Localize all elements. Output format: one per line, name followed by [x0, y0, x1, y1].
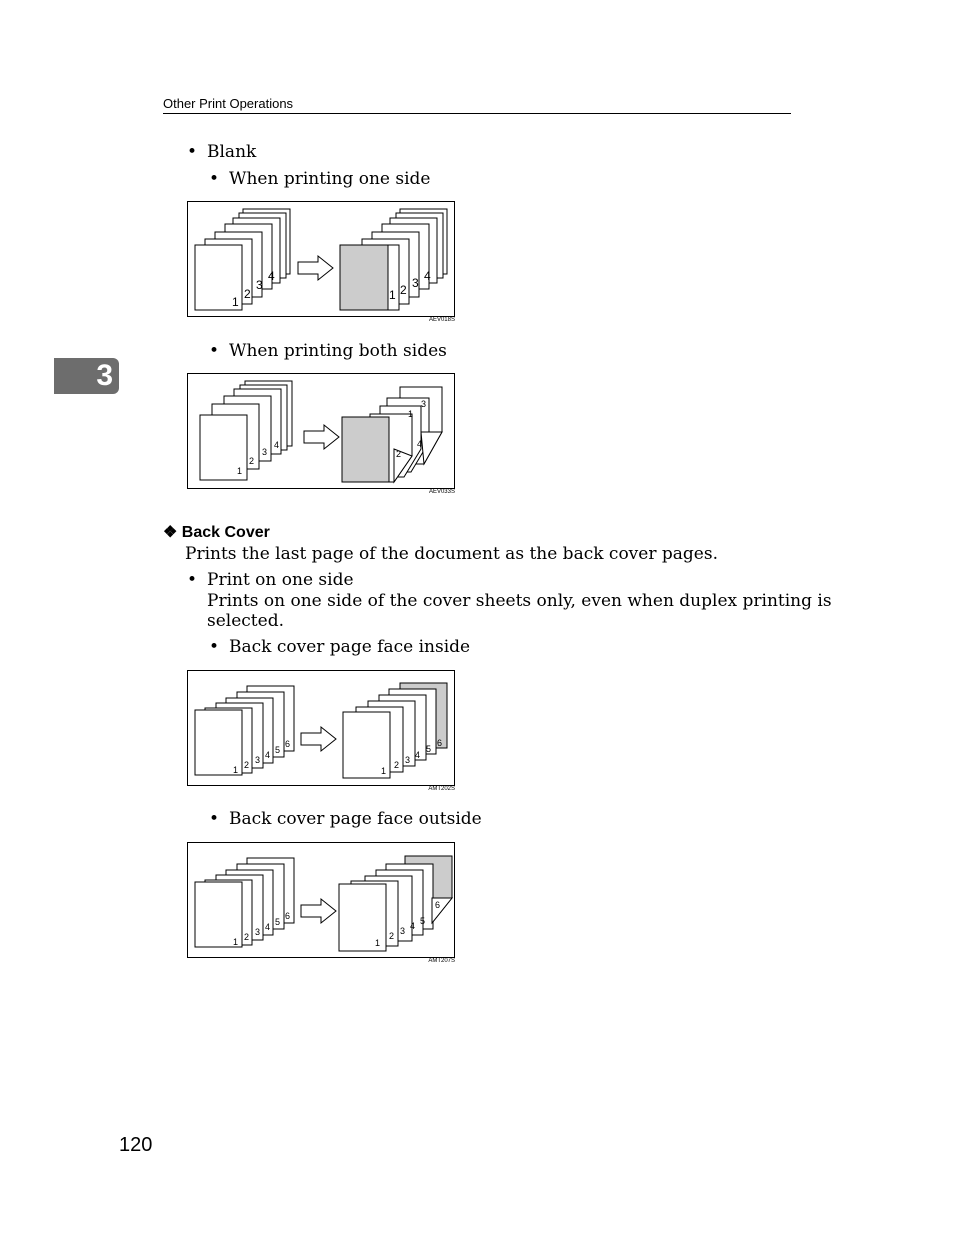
svg-text:3: 3: [255, 927, 261, 937]
svg-text:1: 1: [233, 937, 239, 947]
svg-text:2: 2: [249, 456, 255, 466]
svg-text:2: 2: [244, 760, 250, 770]
page-number: 120: [119, 1134, 153, 1156]
figure-code: AMT207S: [428, 958, 455, 964]
figure-face-outside: [187, 842, 455, 958]
svg-text:2: 2: [394, 760, 400, 770]
figure-code: AMT202S: [428, 786, 455, 792]
svg-text:1: 1: [233, 765, 239, 775]
blank-label: Blank: [207, 142, 257, 162]
svg-text:5: 5: [420, 916, 426, 926]
diamond-bullet-icon: ❖: [163, 524, 182, 541]
face-inside-label: Back cover page face inside: [229, 637, 471, 657]
svg-text:5: 5: [275, 745, 281, 755]
svg-text:6: 6: [285, 911, 291, 921]
one-side-label: When printing one side: [229, 169, 431, 189]
svg-text:4: 4: [417, 439, 423, 449]
figure-face-inside: [187, 670, 455, 786]
print-one-side-description: Prints on one side of the cover sheets only, even when duplex printing is: [207, 591, 832, 611]
svg-text:6: 6: [435, 900, 441, 910]
bullet-dot: •: [187, 142, 198, 162]
section-heading: [163, 523, 270, 543]
figure-blank-one-side: [187, 201, 455, 317]
back-cover-description: Prints the last page of the document as the back cover pages.: [185, 544, 718, 564]
svg-text:1: 1: [232, 295, 239, 309]
figure-face-outside-drawing: [188, 843, 456, 959]
svg-text:4: 4: [265, 750, 271, 760]
svg-text:4: 4: [415, 750, 421, 760]
svg-text:1: 1: [408, 409, 414, 419]
svg-text:5: 5: [426, 744, 432, 754]
svg-text:4: 4: [410, 921, 416, 931]
svg-text:6: 6: [285, 739, 291, 749]
svg-text:2: 2: [244, 287, 251, 301]
both-sides-label: When printing both sides: [229, 341, 447, 361]
figure-face-inside-drawing: [188, 671, 456, 787]
svg-text:4: 4: [265, 922, 271, 932]
svg-text:1: 1: [381, 766, 387, 776]
svg-text:4: 4: [424, 269, 431, 283]
svg-text:2: 2: [400, 283, 407, 297]
svg-text:4: 4: [268, 269, 275, 283]
svg-text:3: 3: [421, 399, 427, 409]
print-one-side-label: Print on one side: [207, 570, 354, 590]
svg-text:3: 3: [262, 447, 268, 457]
bullet-dot: •: [209, 809, 220, 829]
bullet-dot: •: [209, 637, 220, 657]
figure-blank-both-sides: [187, 373, 455, 489]
svg-text:3: 3: [405, 755, 411, 765]
svg-text:2: 2: [244, 932, 250, 942]
svg-text:1: 1: [389, 288, 396, 302]
face-outside-label: Back cover page face outside: [229, 809, 482, 829]
svg-text:5: 5: [275, 917, 281, 927]
svg-text:4: 4: [274, 440, 280, 450]
figure-blank-both-sides-drawing: [188, 374, 456, 490]
figure-code: AEV018S: [428, 317, 455, 323]
figure-blank-one-side-drawing: [188, 202, 456, 318]
svg-text:6: 6: [437, 738, 443, 748]
svg-text:2: 2: [396, 449, 402, 459]
chapter-tab[interactable]: 3: [54, 358, 119, 394]
svg-text:3: 3: [255, 755, 261, 765]
back-cover-heading: Back Cover: [181, 524, 270, 541]
running-head: Other Print Operations: [163, 96, 791, 114]
svg-text:2: 2: [389, 931, 395, 941]
bullet-dot: •: [209, 341, 220, 361]
bullet-dot: •: [187, 570, 198, 590]
figure-code: AEV033S: [428, 489, 455, 495]
svg-text:1: 1: [375, 938, 381, 948]
svg-text:3: 3: [400, 926, 406, 936]
svg-text:1: 1: [237, 466, 243, 476]
print-one-side-description-cont: selected.: [207, 611, 284, 631]
svg-text:3: 3: [256, 278, 263, 292]
svg-text:3: 3: [412, 276, 419, 290]
bullet-dot: •: [209, 169, 220, 189]
